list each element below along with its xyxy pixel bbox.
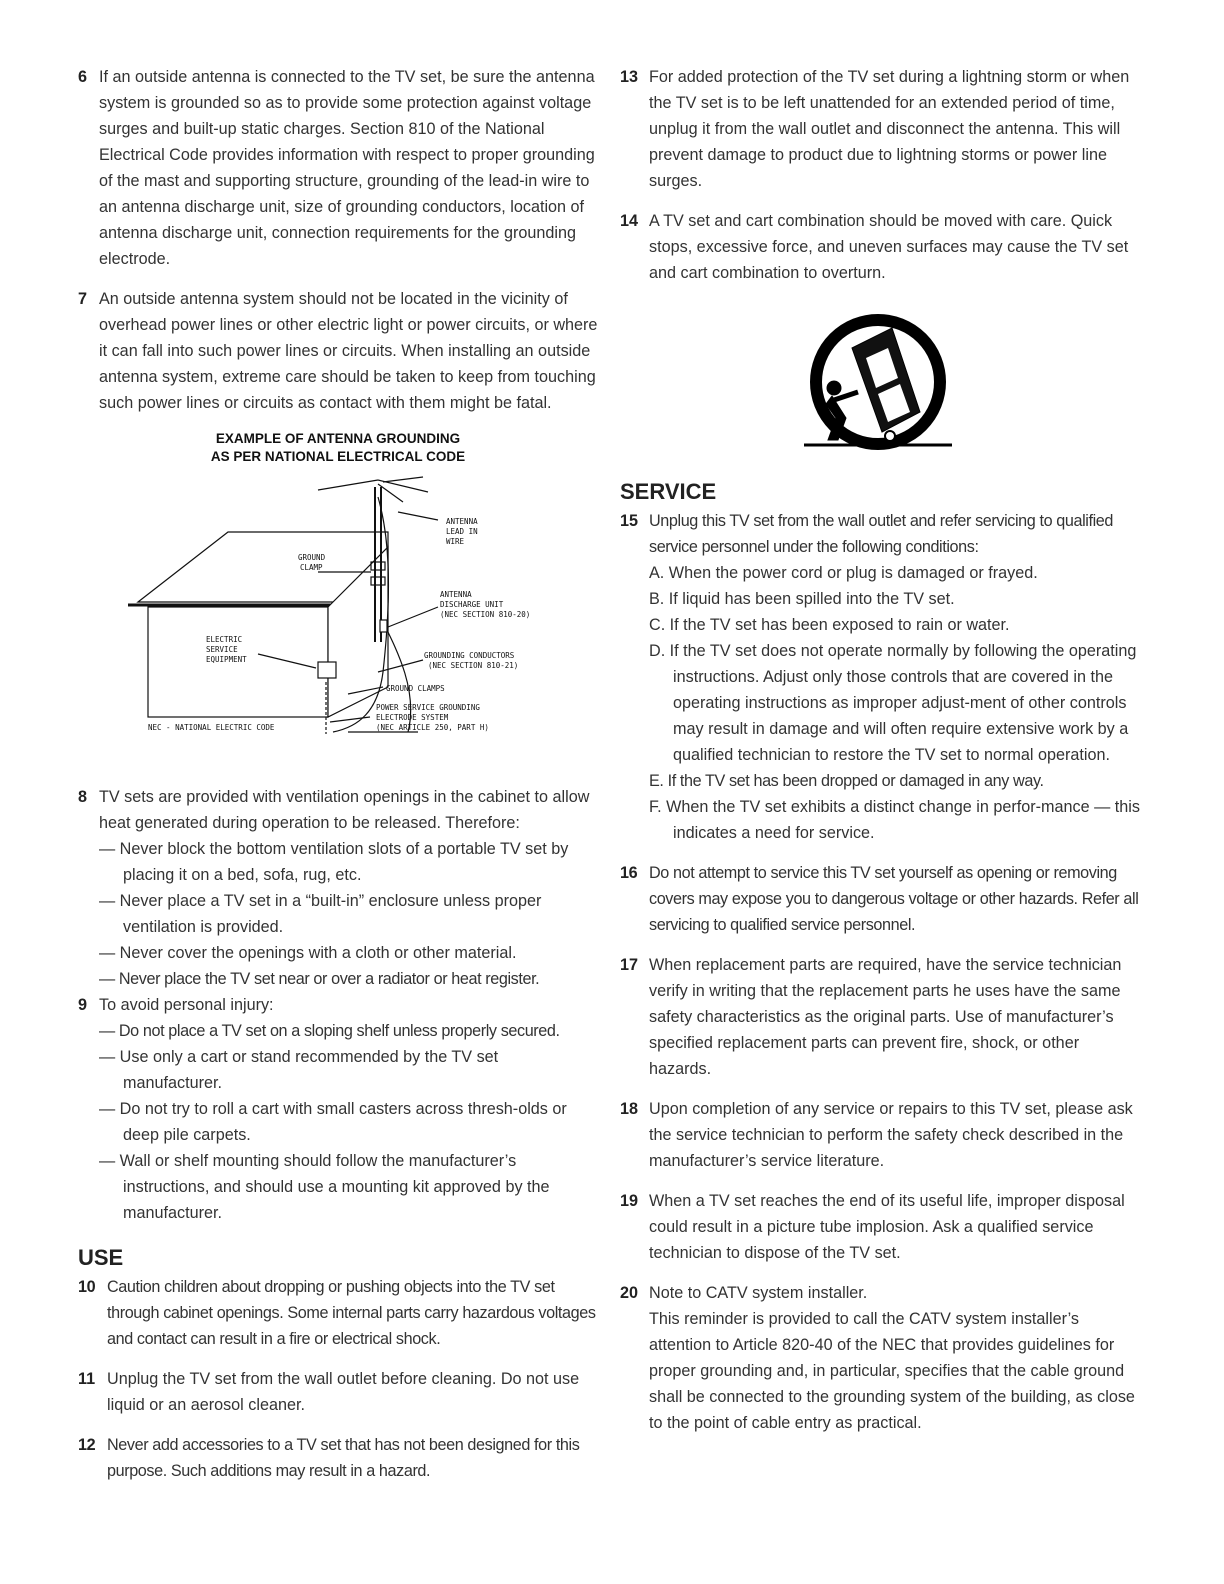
label-electric-service: SERVICE (206, 645, 238, 654)
item-text: Unplug this TV set from the wall outlet and refer servicing to qualified service personnel under the following conditions: (649, 512, 1113, 556)
item-text: Caution children about dropping or pushing objects into the TV set through cabinet openings. Some internal parts carry hazardous voltages and contact can result in a fire or electrical shock. (107, 1278, 596, 1348)
item-text: When a TV set reaches the end of its useful life, improper disposal could result in a picture tube implosion. Ask a qualified service technician to dispose of the TV set. (649, 1192, 1125, 1262)
label-discharge-unit: ANTENNA (440, 590, 472, 599)
left-column (78, 64, 598, 1498)
item-number: 18 (620, 1100, 639, 1118)
right-column (620, 64, 1140, 1450)
label-ground-clamps: GROUND CLAMPS (386, 684, 445, 693)
item-number: 11 (78, 1370, 96, 1388)
safety-item-16 (620, 860, 1140, 938)
condition-item: C. If the TV set has been exposed to rain or water. (649, 616, 1010, 634)
label-discharge-unit: (NEC SECTION 810-20) (440, 610, 531, 619)
item-number: 6 (78, 68, 88, 86)
item-number: 9 (78, 996, 88, 1014)
item-text: TV sets are provided with ventilation openings in the cabinet to allow heat generated during operation to be released. Therefore: (99, 788, 590, 832)
item-text: To avoid personal injury: (99, 996, 274, 1014)
item-number: 19 (620, 1192, 639, 1210)
item-number: 7 (78, 290, 88, 308)
item-number: 16 (620, 864, 638, 882)
dash-point: — Never place the TV set near or over a radiator or heat register. (99, 970, 540, 988)
item-number: 17 (620, 956, 639, 974)
label-electric-service: EQUIPMENT (206, 655, 247, 664)
safety-item-19 (620, 1188, 1140, 1266)
safety-item-14 (620, 208, 1140, 286)
item-number: 12 (78, 1436, 96, 1454)
label-power-service: ELECTRODE SYSTEM (376, 713, 449, 722)
safety-item-10 (78, 1274, 598, 1352)
label-antenna-lead: WIRE (446, 537, 465, 546)
item-number: 14 (620, 212, 639, 230)
dash-point: — Do not try to roll a cart with small casters across thresh-olds or deep pile carpets. (99, 1100, 567, 1144)
caption-line: AS PER NATIONAL ELECTRICAL CODE (210, 449, 466, 464)
caption-line: EXAMPLE OF ANTENNA GROUNDING (215, 431, 461, 446)
dash-point: — Do not place a TV set on a sloping shelf unless properly secured. (99, 1022, 560, 1040)
condition-item: B. If liquid has been spilled into the TV set. (649, 590, 955, 608)
safety-item-12 (78, 1432, 598, 1484)
item-text: Upon completion of any service or repairs to this TV set, please ask the service technician to perform the safety check described in the manufacturer’s service literature. (649, 1100, 1133, 1170)
dash-point: — Never block the bottom ventilation slots of a portable TV set by placing it on a bed, sofa, rug, etc. (99, 840, 569, 884)
condition-item: D. If the TV set does not operate normally by following the operating instructions. Adjust only those controls that are covered in the operating instructions as improper adjust-ment of other controls may result in damage and will often require extensive work by a qualified technician to restore the TV set to normal operation. (649, 642, 1137, 764)
safety-item-11 (78, 1366, 598, 1418)
safety-item-7 (78, 286, 598, 416)
antenna-grounding-diagram (78, 472, 598, 772)
safety-item-8 (78, 784, 598, 992)
dash-point: — Never cover the openings with a cloth or other material. (99, 944, 517, 962)
safety-item-20 (620, 1280, 1140, 1436)
item-text: Unplug the TV set from the wall outlet before cleaning. Do not use liquid or an aerosol cleaner. (107, 1370, 580, 1414)
condition-item: A. When the power cord or plug is damaged or frayed. (649, 564, 1038, 582)
safety-item-13 (620, 64, 1140, 194)
cart-tip-over-warning (620, 300, 1140, 460)
antenna-grounding-illustration (78, 472, 598, 772)
condition-item: F. When the TV set exhibits a distinct change in perfor-mance — this indicates a need for service. (649, 798, 1140, 842)
safety-item-9 (78, 992, 598, 1226)
dash-point: — Use only a cart or stand recommended by the TV set manufacturer. (99, 1048, 499, 1092)
label-nec: NEC - NATIONAL ELECTRIC CODE (148, 723, 275, 732)
item-text: A TV set and cart combination should be moved with care. Quick stops, excessive force, and uneven surfaces may cause the TV set and cart combination to overturn. (649, 212, 1129, 282)
label-power-service: (NEC ARTICLE 250, PART H) (376, 723, 489, 732)
item-number: 8 (78, 788, 88, 806)
label-discharge-unit: DISCHARGE UNIT (440, 600, 504, 609)
use-heading: USE (78, 1245, 124, 1270)
item-text: Note to CATV system installer. (649, 1284, 868, 1302)
item-text: When replacement parts are required, have the service technician verify in writing that the replacement parts he uses have the same safety characteristics as the original parts. Use of manufacturer’s specified replacement parts can prevent fire, shock, or other hazards. (649, 956, 1122, 1078)
label-ground-clamp: GROUND (298, 553, 326, 562)
item-number: 15 (620, 512, 639, 530)
item-text-continued: This reminder is provided to call the CATV system installer’s attention to Article 820-40 of the NEC that provides guidelines for proper grounding and, in particular, specifies that the cable ground shall be connected to the grounding system of the building, as close to the point of cable entry as practical. (649, 1310, 1135, 1432)
label-power-service: POWER SERVICE GROUNDING (376, 703, 480, 712)
service-heading: SERVICE (620, 479, 717, 504)
figure-caption (78, 430, 598, 466)
item-number: 13 (620, 68, 639, 86)
item-text: Never add accessories to a TV set that has not been designed for this purpose. Such additions may result in a hazard. (107, 1436, 580, 1480)
label-electric-service: ELECTRIC (206, 635, 243, 644)
item-text: An outside antenna system should not be located in the vicinity of overhead power lines or other electric light or power circuits, or where it can fall into such power lines or circuits. When installing an outside antenna system, extreme care should be taken to keep from touching such power lines or circuits as contact with them might be fatal. (99, 290, 598, 412)
item-text: Do not attempt to service this TV set yourself as opening or removing covers may expose you to dangerous voltage or other hazards. Refer all servicing to qualified service personnel. (649, 864, 1139, 934)
dash-point: — Never place a TV set in a “built-in” enclosure unless proper ventilation is provided. (99, 892, 542, 936)
item-number: 10 (78, 1278, 96, 1296)
safety-item-6 (78, 64, 598, 272)
cart-warning-icon (620, 300, 1140, 460)
label-grounding-conductors: (NEC SECTION 810-21) (428, 661, 519, 670)
safety-item-15 (620, 508, 1140, 846)
condition-item: E. If the TV set has been dropped or damaged in any way. (649, 772, 1044, 790)
item-text: If an outside antenna is connected to the TV set, be sure the antenna system is grounded so as to provide some protection against voltage surges and built-up static charges. Section 810 of the National Electrical Code provides information with respect to proper grounding of the mast and supporting structure, grounding of the lead-in wire to an antenna discharge unit, size of grounding conductors, location of antenna discharge unit, connection requirements for the grounding electrode. (99, 68, 595, 268)
item-text: For added protection of the TV set during a lightning storm or when the TV set is to be left unattended for an extended period of time, unplug it from the wall outlet and disconnect the antenna. This will prevent damage to product due to lightning storms or power line surges. (649, 68, 1130, 190)
dash-point: — Wall or shelf mounting should follow the manufacturer’s instructions, and should use a mounting kit approved by the manufacturer. (99, 1152, 550, 1222)
label-antenna-lead: LEAD IN (446, 527, 478, 536)
label-grounding-conductors: GROUNDING CONDUCTORS (424, 651, 515, 660)
label-antenna-lead: ANTENNA (446, 517, 478, 526)
item-number: 20 (620, 1284, 639, 1302)
safety-item-18 (620, 1096, 1140, 1174)
label-ground-clamp: CLAMP (300, 563, 323, 572)
safety-item-17 (620, 952, 1140, 1082)
